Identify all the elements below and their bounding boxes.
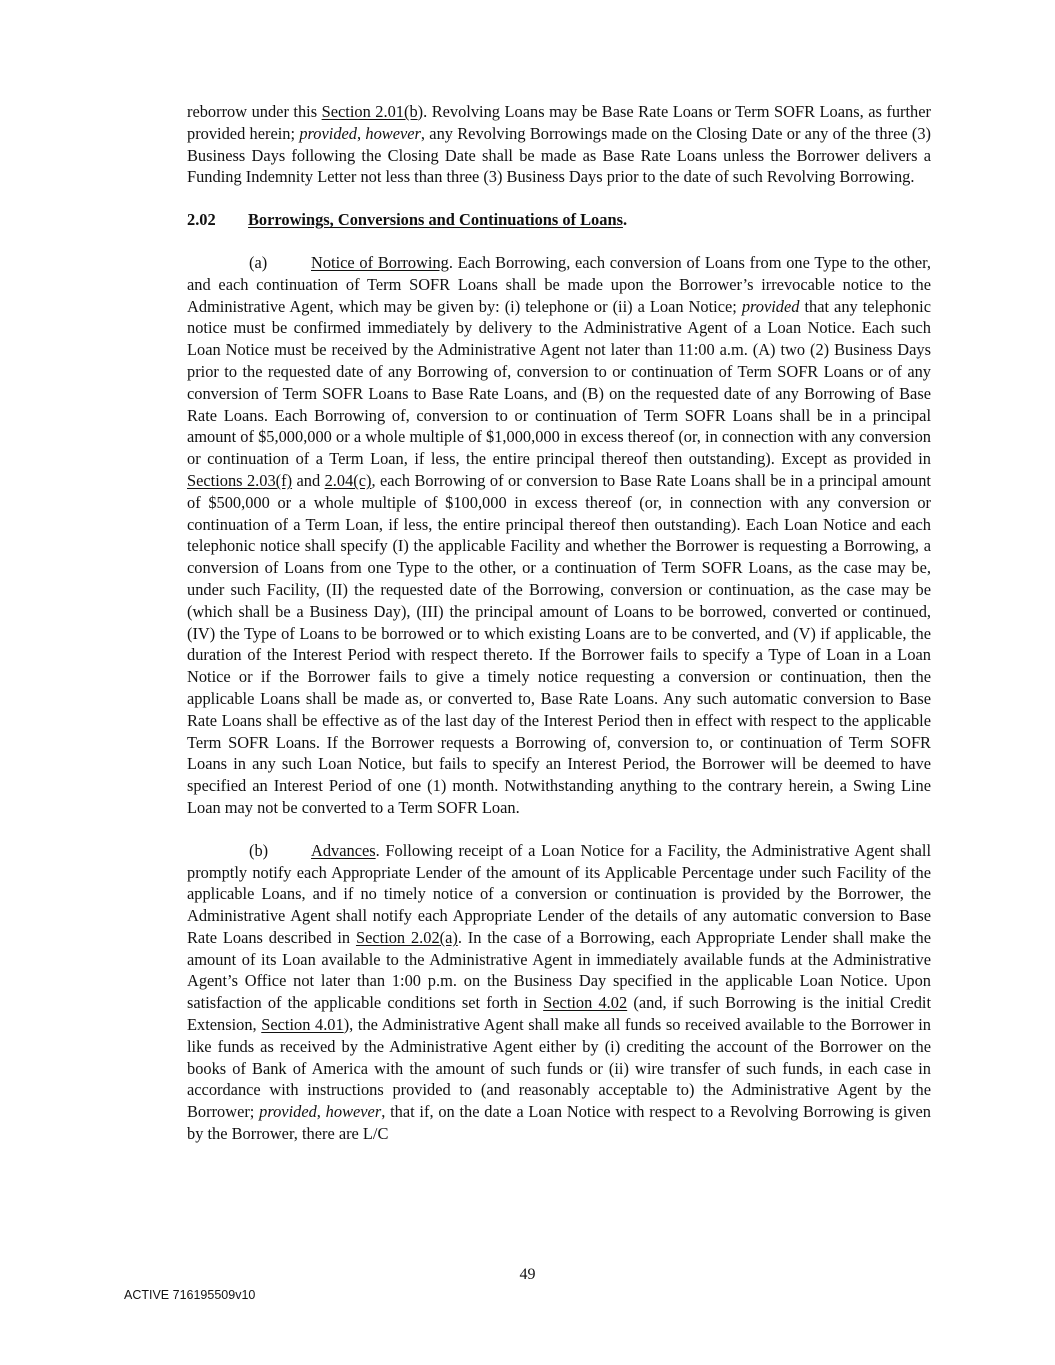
page-body bbox=[187, 101, 931, 1145]
text-run: , bbox=[357, 123, 366, 143]
text-run: . Following receipt of a Loan Notice for a Facility, the Administrative Agent shall promptly notify each Appropriate Lender of the amount of its Applicable Percentage under such Facility of the applicable Loans, and if no timely notice of a conversion or continuation is provided by the Borrower, the Administrative Agent shall notify each Appropriate Lender of the details of any automatic conversion to Base Rate Loans described in bbox=[187, 840, 931, 947]
text-run: , bbox=[316, 1102, 326, 1122]
text-run: ), the Administrative Agent shall make all funds so received available to the Borrower in like funds as received by the Administrative Agent either by (i) crediting the account of the Borrower on the books of Bank of America with the amount of such funds or (ii) wire transfer of such funds, in each case in accordance with instructions provided to (and reasonably acceptable to) the Administrative Agent by the Borrower; bbox=[187, 1015, 931, 1122]
emphasis: provided bbox=[299, 123, 357, 143]
text-run: reborrow under this bbox=[187, 102, 322, 121]
emphasis: provided bbox=[259, 1102, 317, 1122]
paragraph-heading: Advances bbox=[311, 840, 376, 860]
paragraph-b bbox=[187, 840, 931, 1145]
text-run: , that if, on the date a Loan Notice with respect to a Revolving Borrowing is given by the Borrower, there are L/C bbox=[187, 1102, 931, 1144]
text-run: (and, if such Borrowing is the initial Credit Extension, bbox=[187, 993, 932, 1035]
emphasis: however bbox=[325, 1102, 382, 1122]
text-run: , any Revolving Borrowings made on the Closing Date or any of the three (3) Business Days following the Closing Date shall be made as Base Rate Loans unless the Borrower delivers a Funding Indemnity Letter not less than three (3) Business Days prior to the date of such Revolving Borrowing. bbox=[187, 123, 932, 187]
paragraph-a bbox=[187, 252, 931, 819]
paragraph-label: (b) bbox=[249, 840, 269, 860]
section-number: 2.02 bbox=[187, 210, 216, 230]
text-run: , each Borrowing of or conversion to Base Rate Loans shall be in a principal amount of $500,000 or a whole multiple of $100,000 in excess thereof (or, in connection with any conversion or continuation of a Term Loan, if less, the entire principal thereof then outstanding). Each Loan Notice and each telephonic notice shall specify (I) the applicable Facility and whether the Borrower is requesting a Borrowing, a conversion of Loans from one Type to the other, or a continuation of Term SOFR Loans, as the case may be, under such Facility, (II) the requested date of the Borrowing, conversion or continuation, as the case may be (which shall be a Business Day), (III) the principal amount of Loans to be borrowed, converted or continued, (IV) the Type of Loans to be borrowed or to which existing Loans are to be converted, and (V) if applicable, the duration of the Interest Period with respect thereto. If the Borrower fails to specify a Type of Loan in a Loan Notice or if the Borrower fails to give a timely notice requesting a conversion or continuation, then the applicable Loans shall be made as, or converted to, Base Rate Loans. Any such automatic conversion to Base Rate Loans shall be effective as of the last day of the Interest Period then in effect with respect to the applicable Term SOFR Loans. If the Borrower requests a Borrowing of, conversion to, or continuation of Term SOFR Loans in any such Loan Notice, but fails to specify an Interest Period, the Borrower will be deemed to have specified an Interest Period of one (1) month. Notwithstanding anything to the contrary herein, a Swing Line Loan may not be converted to a Term SOFR Loan. bbox=[187, 470, 931, 817]
paragraph-heading: Notice of Borrowing bbox=[311, 252, 449, 272]
document-footer-id: ACTIVE 716195509v10 bbox=[124, 1288, 256, 1302]
page-number: 49 bbox=[519, 1266, 536, 1283]
text-run: that any telephonic notice must be confirmed immediately by delivery to the Administrative Agent of a Loan Notice. Each such Loan Notice must be received by the Administrative Agent not later than 11:00 a.m. (A) two (2) Business Days prior to the requested date of any Borrowing of, conversion to or continuation of Term SOFR Loans or of any conversion of Term SOFR Loans to Base Rate Loans, and (B) on the requested date of any Borrowing of Base Rate Loans. Each Borrowing of, conversion to or continuation of Term SOFR Loans shall be in a principal amount of $5,000,000 or a whole multiple of $1,000,000 in excess thereof (or, in connection with any conversion or continuation of a Term Loan, if less, the entire principal thereof then outstanding). Except as provided in bbox=[187, 296, 931, 469]
paragraph-label: (a) bbox=[249, 252, 268, 272]
text-run: . In the case of a Borrowing, each Appropriate Lender shall make the amount of its Loan available to the Administrative Agent in immediately available funds at the Administrative Agent’s Office not later than 1:00 p.m. on the Business Day specified in the applicable Loan Notice. Upon satisfaction of the applicable conditions set forth in bbox=[187, 927, 932, 1013]
intro-paragraph bbox=[187, 101, 931, 188]
section-reference: Section 2.02(a) bbox=[355, 927, 458, 947]
section-reference: Section 2.01(b bbox=[321, 102, 418, 121]
emphasis: however bbox=[365, 123, 421, 143]
section-title: Borrowings, Conversions and Continuations of Loans bbox=[248, 210, 623, 230]
section-heading bbox=[187, 209, 931, 231]
text-run: . Each Borrowing, each conversion of Loans from one Type to the other, and each continuation of Term SOFR Loans shall be made upon the Borrower’s irrevocable notice to the Administrative Agent, which may be given by: (i) telephone or (ii) a Loan Notice; bbox=[187, 252, 931, 316]
section-reference: Sections 2.03(f) bbox=[187, 470, 293, 490]
text-run: and bbox=[292, 470, 325, 490]
section-reference: 2.04(c) bbox=[324, 470, 372, 490]
section-reference: Section 4.02 bbox=[543, 993, 628, 1013]
text-run: ). Revolving Loans may be Base Rate Loans or Term SOFR Loans, as further provided herein; bbox=[187, 102, 931, 143]
section-reference: Section 4.01 bbox=[261, 1015, 344, 1035]
emphasis: provided bbox=[741, 296, 800, 316]
text-run: . bbox=[622, 210, 628, 230]
